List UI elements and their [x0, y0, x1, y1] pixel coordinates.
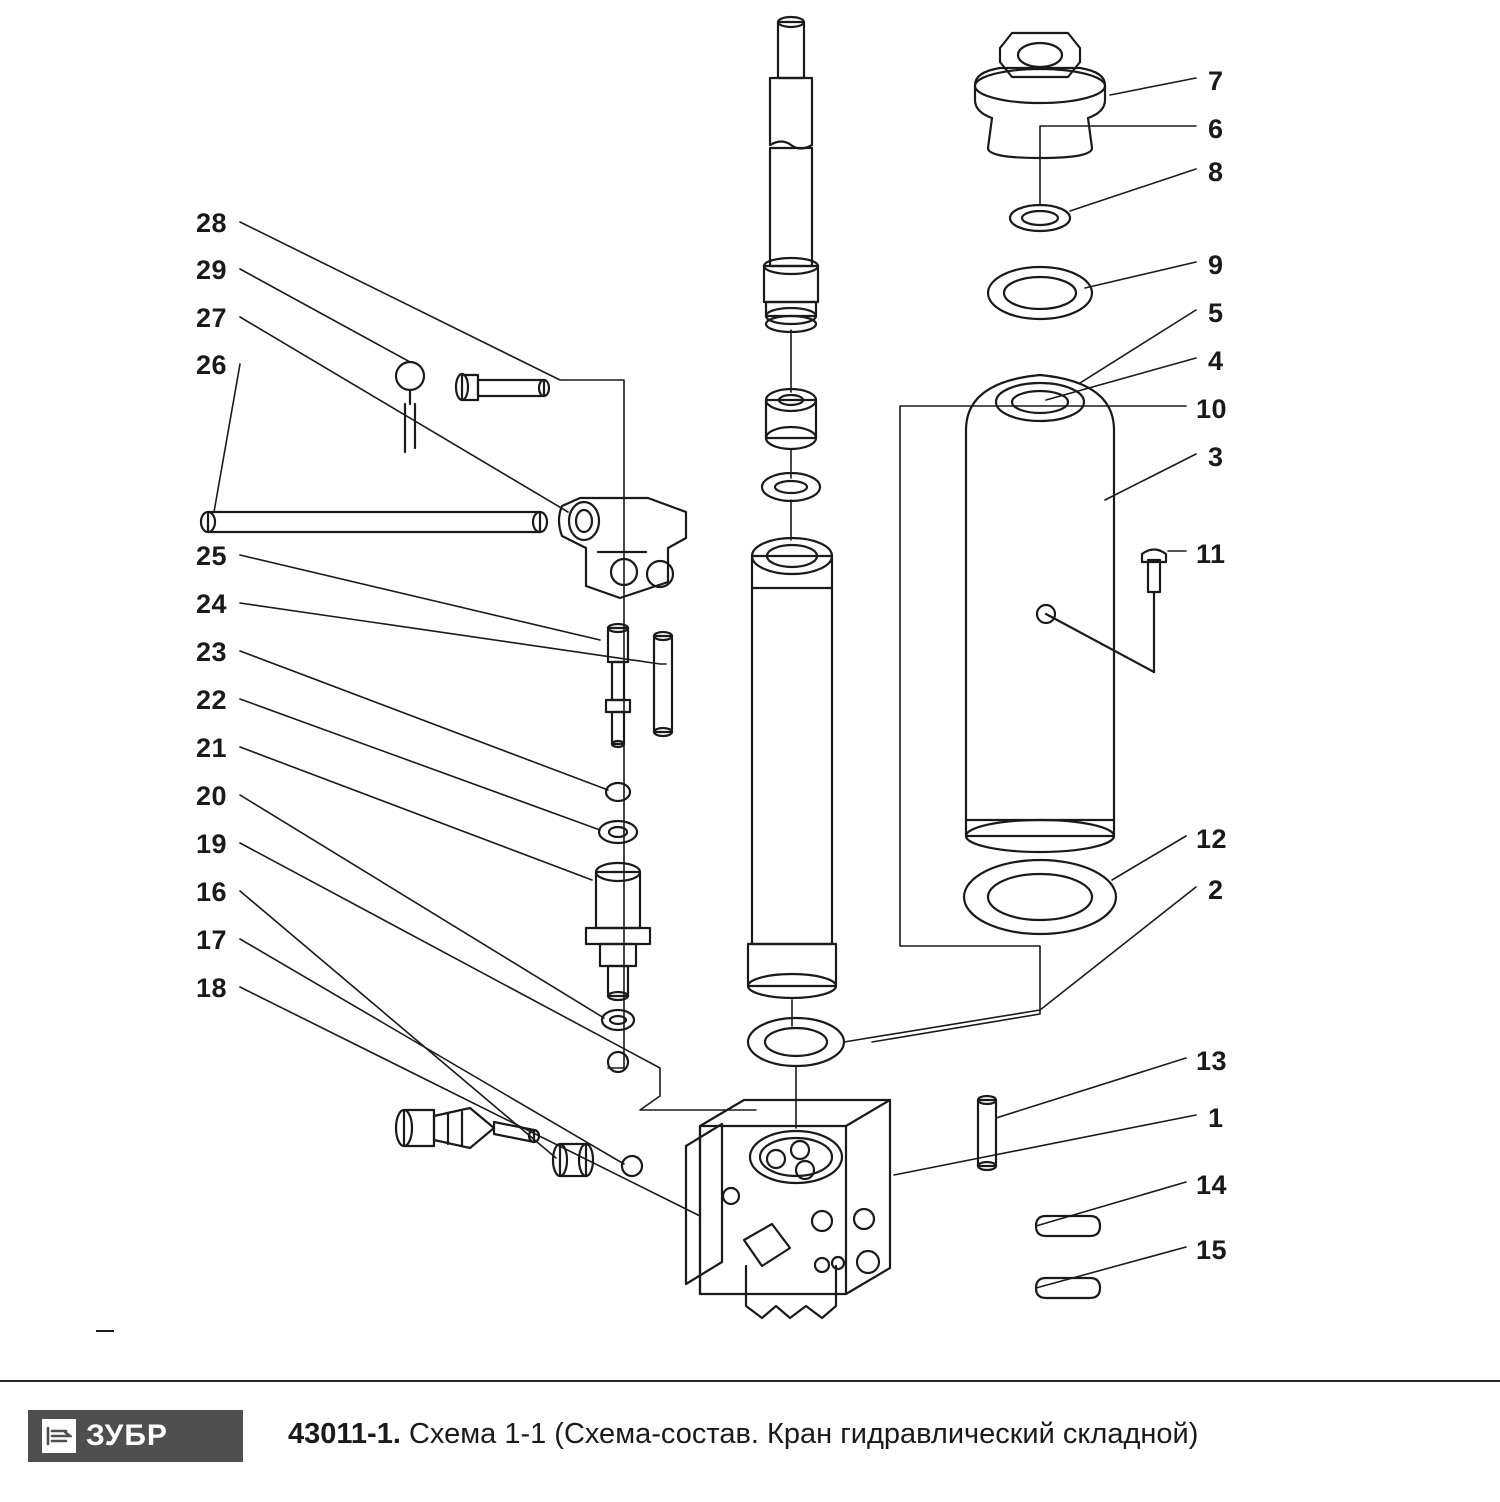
callout-25: 25: [196, 541, 228, 571]
part-26-handle-tube: [201, 512, 547, 532]
part-25-valve-stem: [606, 624, 630, 747]
figure-code: 43011-1.: [288, 1418, 401, 1450]
part-28-bolt: [456, 374, 549, 400]
part-10-piston-rod: [764, 17, 818, 332]
callout-14: 14: [1196, 1170, 1228, 1200]
part-14-pin: [1036, 1216, 1100, 1236]
callout-22: 22: [196, 685, 228, 715]
part-18-fitting: [396, 1108, 539, 1148]
callout-7: 7: [1208, 66, 1224, 96]
brand-name: ЗУБР: [86, 1419, 168, 1452]
part-3-cylinder-body: [966, 375, 1114, 852]
corner-tick-mark: [96, 1330, 114, 1332]
part-11-plug: [1037, 550, 1166, 673]
callout-23: 23: [196, 637, 228, 667]
callout-20: 20: [196, 781, 228, 811]
callout-6: 6: [1208, 114, 1224, 144]
part-6-bushing: [766, 389, 816, 449]
callout-26: 26: [196, 350, 228, 380]
part-2-ring: [748, 1018, 844, 1066]
callout-9: 9: [1208, 250, 1224, 280]
part-21-valve-body: [586, 863, 650, 1000]
callout-18: 18: [196, 973, 228, 1003]
callout-8: 8: [1208, 157, 1224, 187]
part-6-8-ring: [1010, 205, 1070, 231]
arrow-in-square-icon: [42, 1419, 76, 1453]
callout-1: 1: [1208, 1103, 1224, 1133]
callout-2: 2: [1208, 875, 1224, 905]
part-5-cylinder: [748, 538, 836, 998]
callout-5: 5: [1208, 298, 1224, 328]
part-27-lever-bracket: [559, 498, 686, 598]
part-23-ball: [606, 783, 630, 801]
callout-15: 15: [1196, 1235, 1228, 1265]
part-22-washer: [599, 821, 637, 843]
part-20-ring: [602, 1010, 634, 1030]
callout-3: 3: [1208, 442, 1224, 472]
callout-4: 4: [1208, 346, 1224, 376]
callout-10: 10: [1196, 394, 1228, 424]
leader-lines-left: [214, 222, 756, 1216]
callout-13: 13: [1196, 1046, 1228, 1076]
part-24-pin-rod: [654, 632, 672, 736]
callout-11: 11: [1196, 539, 1226, 569]
part-9-ring: [988, 267, 1092, 319]
brand-logo: [28, 1410, 243, 1462]
callout-19: 19: [196, 829, 228, 859]
callout-21: 21: [196, 733, 228, 763]
figure-caption-text: Схема 1-1 (Схема-состав. Кран гидравлический складной): [400, 1418, 1199, 1450]
callout-12: 12: [1196, 824, 1228, 854]
callout-17: 17: [196, 925, 228, 955]
callout-24: 24: [196, 589, 228, 619]
part-19-ball: [608, 1052, 628, 1072]
callout-16: 16: [196, 877, 228, 907]
part-13-pin: [978, 1096, 996, 1170]
callout-27: 27: [196, 303, 228, 333]
callout-29: 29: [196, 255, 228, 285]
figure-caption: [288, 1418, 1198, 1451]
callout-28: 28: [196, 208, 228, 238]
footer-bar: [0, 1380, 1500, 1502]
part-1-pump-body: [686, 1100, 890, 1318]
part-15-pin: [1036, 1278, 1100, 1298]
part-16-ball: [622, 1156, 642, 1176]
part-12-ring: [964, 860, 1116, 934]
part-29-cotter-pin: [396, 362, 424, 452]
leader-lines-right: [844, 78, 1196, 1288]
